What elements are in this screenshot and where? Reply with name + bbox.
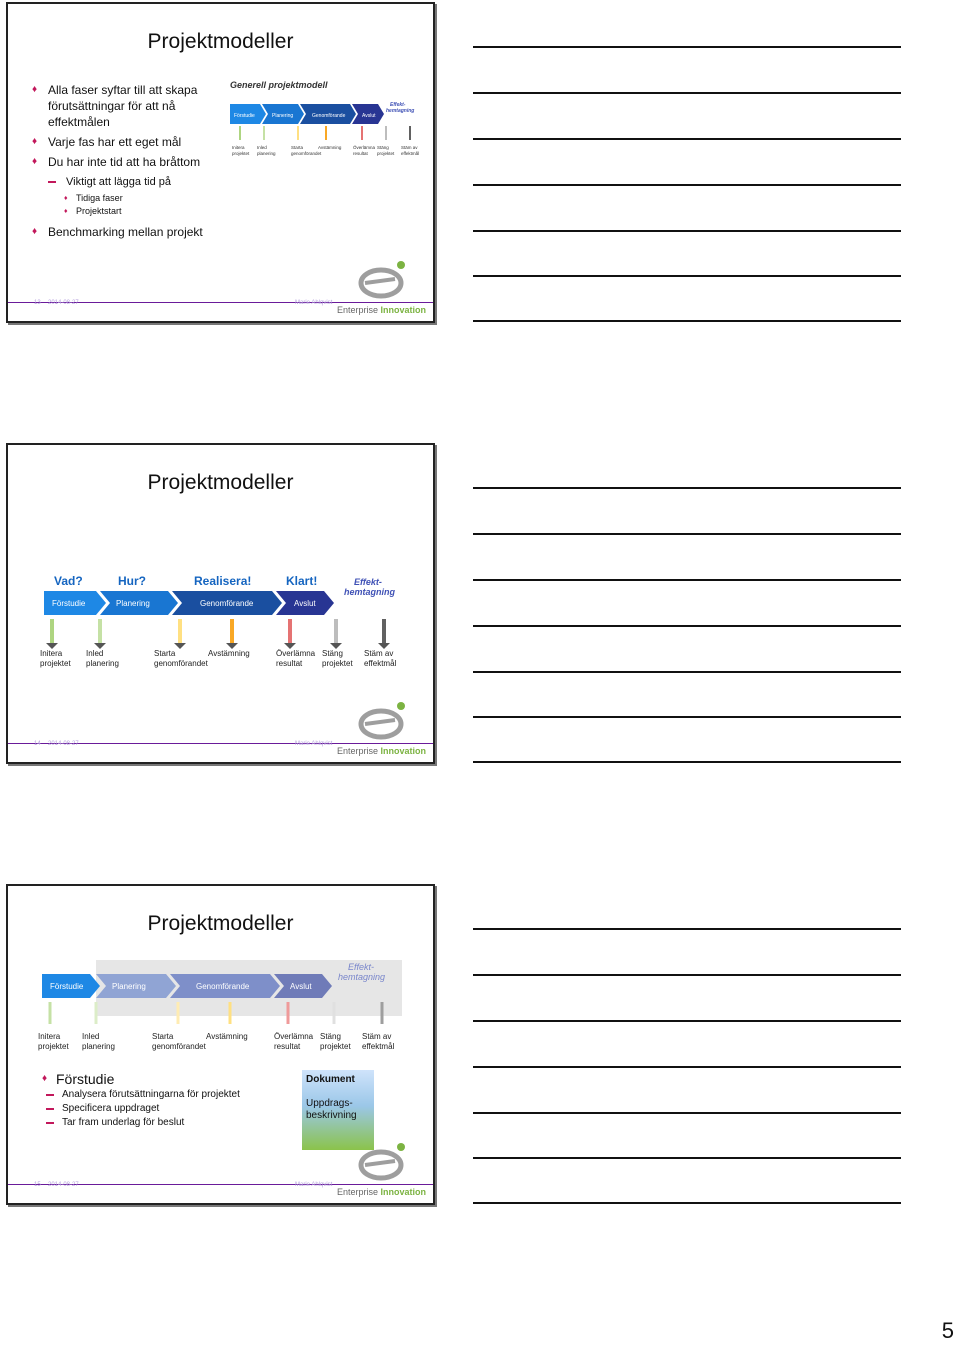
notes-line bbox=[473, 533, 901, 535]
document-box bbox=[302, 1070, 374, 1150]
diagram-title: Generell projektmodell bbox=[230, 80, 328, 90]
milestone-label: Avstämning bbox=[208, 649, 250, 658]
slide-number: 14 bbox=[34, 741, 41, 747]
milestone-label: Initera bbox=[232, 145, 245, 150]
milestone-label: resultat bbox=[276, 659, 303, 668]
notes-line bbox=[473, 92, 901, 94]
milestone-label: projektet bbox=[377, 151, 395, 156]
milestone-label: projektet bbox=[40, 659, 71, 668]
effekt-label: Effekt- bbox=[390, 102, 406, 108]
milestone-label: genomförandet bbox=[152, 1042, 206, 1051]
notes-line bbox=[473, 716, 901, 718]
document-box-item: Uppdrags-beskrivning bbox=[306, 1098, 357, 1121]
bullet-list bbox=[42, 1072, 240, 1130]
milestone-label: effektmål bbox=[364, 659, 397, 668]
phase-label: Genomförande bbox=[196, 982, 250, 991]
slide-date: 2014-08-27 bbox=[48, 300, 79, 306]
milestone-label: Avstämning bbox=[318, 145, 342, 150]
milestone-label: projektet bbox=[320, 1042, 351, 1051]
notes-line bbox=[473, 487, 901, 489]
phase-label: Planering bbox=[112, 982, 146, 991]
phase-label: Avslut bbox=[362, 113, 376, 119]
brand-wordmark: Enterprise Innovation bbox=[336, 1187, 426, 1197]
milestone-label: Inled bbox=[257, 145, 267, 150]
notes-line bbox=[473, 671, 901, 673]
milestone-label: Överlämna bbox=[274, 1032, 314, 1041]
milestone-label: Överlämna bbox=[276, 649, 316, 658]
milestone-label: Stäng bbox=[320, 1032, 341, 1041]
milestone-label: projektet bbox=[232, 151, 250, 156]
notes-line bbox=[473, 138, 901, 140]
question-label: Hur? bbox=[118, 574, 146, 588]
project-model-diagram bbox=[34, 571, 414, 671]
sub-bullet-item: Tar fram underlag för beslut bbox=[42, 1116, 240, 1130]
slide-title: Projektmodeller bbox=[147, 30, 294, 53]
slide-14 bbox=[6, 443, 435, 764]
slide-number: 13 bbox=[34, 300, 41, 306]
bullet-item: ♦ Alla faser syftar till att skapa förutsättningar för att nå effektmålen bbox=[32, 82, 218, 130]
milestone-label: genomförandet bbox=[154, 659, 208, 668]
sub-bullet-item: Specificera uppdraget bbox=[42, 1102, 240, 1116]
brand-wordmark: Enterprise Innovation bbox=[336, 746, 426, 756]
milestone-label: effektmål bbox=[401, 151, 420, 156]
slide-13 bbox=[6, 2, 435, 323]
question-label: Vad? bbox=[54, 574, 83, 588]
slide-author: Marie Ahlqvist bbox=[295, 1182, 333, 1188]
milestone-label: projektet bbox=[322, 659, 353, 668]
notes-line bbox=[473, 761, 901, 763]
milestone-label: Avstämning bbox=[206, 1032, 248, 1041]
sub-bullet-item: Analysera förutsättningarna för projektet bbox=[42, 1088, 240, 1102]
slide-author: Marie Ahlqvist bbox=[295, 741, 333, 747]
phase-label: Avslut bbox=[290, 982, 312, 991]
phase-label: Genomförande bbox=[312, 113, 346, 119]
notes-line bbox=[473, 928, 901, 930]
slide-date: 2014-08-27 bbox=[48, 1182, 79, 1188]
enterprise-innovation-logo-icon bbox=[357, 1139, 413, 1183]
bullet-item: ♦ Varje fas har ett eget mål bbox=[32, 134, 218, 150]
milestone-label: Inled bbox=[82, 1032, 100, 1041]
milestone-label: Inled bbox=[86, 649, 104, 658]
project-model-diagram-faded bbox=[34, 958, 414, 1058]
slide-number: 15 bbox=[34, 1182, 41, 1188]
milestone-label: Stäm av bbox=[362, 1032, 392, 1041]
phase-label: Förstudie bbox=[50, 982, 84, 991]
question-label: Realisera! bbox=[194, 574, 252, 588]
phase-label: Planering bbox=[272, 113, 294, 119]
milestone-label: Starta bbox=[154, 649, 176, 658]
page-number: 5 bbox=[941, 1318, 954, 1343]
milestone-label: Stäng bbox=[322, 649, 343, 658]
milestone-label: Starta bbox=[152, 1032, 174, 1041]
notes-line bbox=[473, 625, 901, 627]
phase-label: Planering bbox=[116, 599, 150, 608]
notes-line bbox=[473, 1202, 901, 1204]
milestone-label: planering bbox=[86, 659, 119, 668]
milestone-label: projektet bbox=[38, 1042, 69, 1051]
effekt-label: Effekt- bbox=[348, 962, 375, 972]
milestone-label: genomförandet bbox=[291, 151, 322, 156]
sub-sub-bullet-item: ♦ Tidiga faser bbox=[64, 192, 228, 205]
milestone-label: effektmål bbox=[362, 1042, 395, 1051]
effekt-label: hemtagning bbox=[344, 587, 395, 597]
notes-line bbox=[473, 275, 901, 277]
milestone-label: planering bbox=[82, 1042, 115, 1051]
milestone-label: Stäng bbox=[377, 145, 389, 150]
document-box-title: Dokument bbox=[306, 1074, 355, 1085]
notes-line bbox=[473, 1157, 901, 1159]
question-label: Klart! bbox=[286, 574, 318, 588]
milestone-label: resultat bbox=[274, 1042, 301, 1051]
slide-author: Marie Ahlqvist bbox=[295, 300, 333, 306]
milestone-label: Stäm av bbox=[364, 649, 394, 658]
effekt-label: hemtagning bbox=[386, 108, 415, 114]
milestone-label: resultat bbox=[353, 151, 368, 156]
bullet-item: ♦ Benchmarking mellan projekt bbox=[32, 224, 218, 240]
notes-line bbox=[473, 320, 901, 322]
effekt-label: hemtagning bbox=[338, 972, 386, 982]
sub-bullet-item: Viktigt att lägga tid på bbox=[48, 174, 228, 190]
phase-label: Genomförande bbox=[200, 599, 254, 608]
notes-line bbox=[473, 974, 901, 976]
notes-line bbox=[473, 46, 901, 48]
notes-line bbox=[473, 579, 901, 581]
slide-15 bbox=[6, 884, 435, 1205]
milestone-label: planering bbox=[257, 151, 276, 156]
notes-line bbox=[473, 230, 901, 232]
notes-line bbox=[473, 184, 901, 186]
milestone-label: Stäm av bbox=[401, 145, 418, 150]
milestone-label: Starta bbox=[291, 145, 304, 150]
enterprise-innovation-logo-icon bbox=[357, 257, 413, 301]
brand-wordmark: Enterprise Innovation bbox=[336, 305, 426, 315]
notes-line bbox=[473, 1066, 901, 1068]
bullet-item: ♦ Förstudie bbox=[42, 1072, 240, 1086]
slide-title: Projektmodeller bbox=[147, 471, 294, 494]
phase-label: Förstudie bbox=[234, 113, 255, 119]
effekt-label: Effekt- bbox=[354, 577, 382, 587]
notes-line bbox=[473, 1112, 901, 1114]
enterprise-innovation-logo-icon bbox=[357, 698, 413, 742]
milestone-label: Överlämna bbox=[353, 145, 376, 150]
slide-date: 2014-08-27 bbox=[48, 741, 79, 747]
bullet-item: ♦ Du har inte tid att ha bråttom bbox=[32, 154, 228, 170]
bullet-list bbox=[32, 82, 228, 244]
sub-sub-bullet-item: ♦ Projektstart bbox=[64, 205, 228, 218]
phase-label: Förstudie bbox=[52, 599, 86, 608]
phase-label: Avslut bbox=[294, 599, 316, 608]
slide-title: Projektmodeller bbox=[147, 912, 294, 935]
project-model-diagram-small bbox=[226, 76, 426, 166]
milestone-label: Initera bbox=[38, 1032, 61, 1041]
notes-line bbox=[473, 1020, 901, 1022]
milestone-label: Initera bbox=[40, 649, 63, 658]
